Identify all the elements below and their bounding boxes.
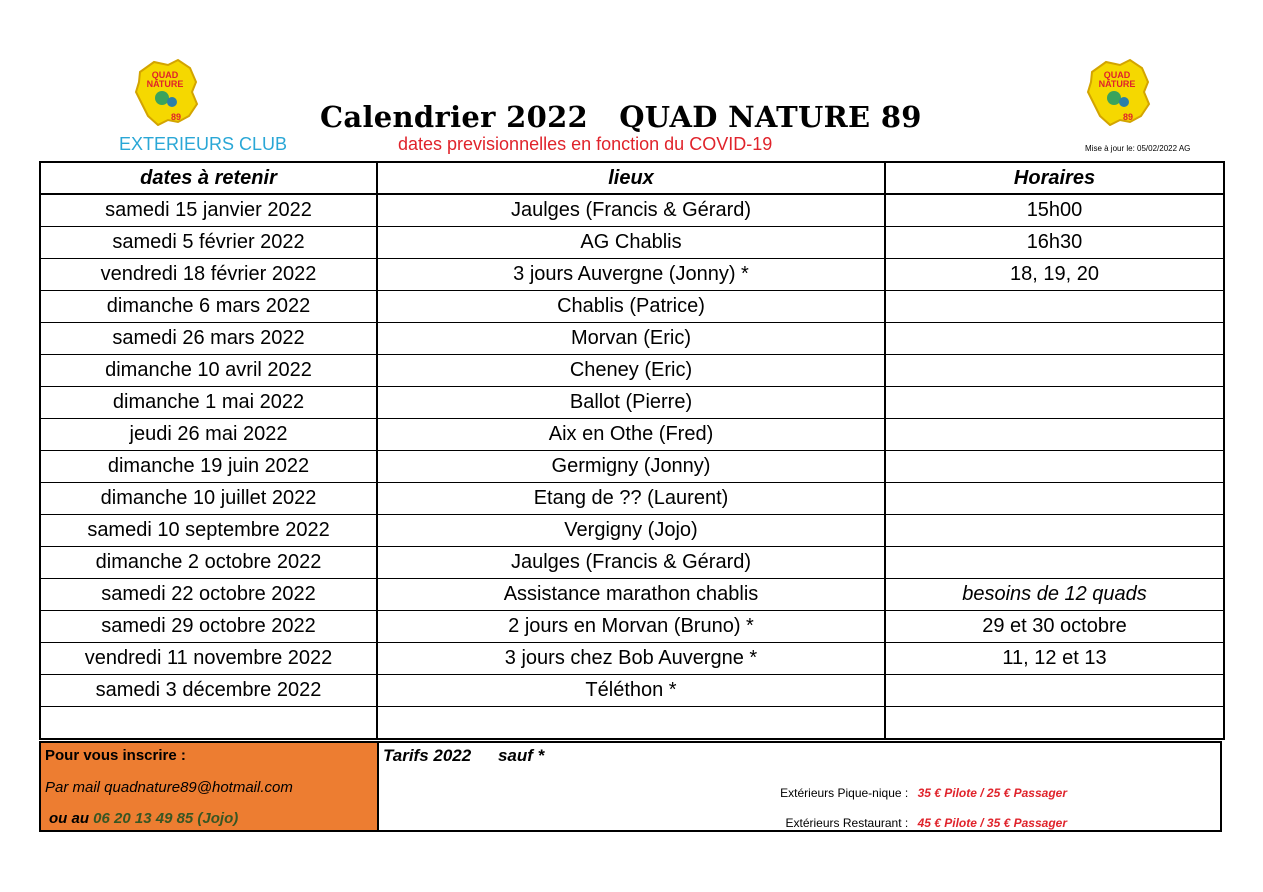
tarifs-note: sauf * — [497, 746, 545, 765]
table-row — [40, 355, 1224, 387]
table-row — [40, 611, 1224, 643]
lieu-cell: Aix en Othe (Fred) — [377, 419, 885, 451]
table-row — [40, 227, 1224, 259]
table-row — [40, 419, 1224, 451]
date-cell: dimanche 2 octobre 2022 — [40, 547, 377, 579]
inscription-panel — [41, 743, 379, 830]
date-cell: samedi 26 mars 2022 — [40, 323, 377, 355]
horaire-cell — [885, 387, 1224, 419]
horaire-cell — [885, 675, 1224, 707]
tarif-restaurant-price: 45 € Pilote / 35 € Passager — [917, 816, 1067, 830]
lieu-cell — [377, 707, 885, 740]
calendar-table — [39, 161, 1225, 740]
column-header-lieux: lieux — [377, 162, 885, 194]
lieu-cell: Cheney (Eric) — [377, 355, 885, 387]
tarifs-heading — [383, 746, 544, 766]
club-logo-right — [1086, 58, 1152, 126]
inscription-phone-prefix: ou au — [49, 810, 89, 827]
table-row — [40, 451, 1224, 483]
date-cell: dimanche 10 avril 2022 — [40, 355, 377, 387]
horaire-cell — [885, 515, 1224, 547]
lieu-cell: Jaulges (Francis & Gérard) — [377, 547, 885, 579]
lieu-cell: Jaulges (Francis & Gérard) — [377, 194, 885, 227]
date-cell: samedi 5 février 2022 — [40, 227, 377, 259]
club-logo-left — [134, 58, 200, 126]
date-cell: samedi 3 décembre 2022 — [40, 675, 377, 707]
table-header-row — [40, 162, 1224, 194]
horaire-cell — [885, 323, 1224, 355]
footer-box — [39, 741, 1222, 832]
lieu-cell: Etang de ?? (Laurent) — [377, 483, 885, 515]
lieu-cell: Chablis (Patrice) — [377, 291, 885, 323]
inscription-title: Pour vous inscrire : — [45, 747, 186, 764]
table-row — [40, 323, 1224, 355]
tarif-picnic — [379, 786, 1067, 800]
lieu-cell: Ballot (Pierre) — [377, 387, 885, 419]
horaire-cell — [885, 547, 1224, 579]
lieu-cell: AG Chablis — [377, 227, 885, 259]
horaire-cell — [885, 291, 1224, 323]
table-row — [40, 259, 1224, 291]
tarif-picnic-label: Extérieurs Pique-nique : — [780, 786, 909, 800]
table-row — [40, 675, 1224, 707]
lieu-cell: Morvan (Eric) — [377, 323, 885, 355]
table-row — [40, 483, 1224, 515]
inscription-phone-line — [49, 810, 238, 827]
table-row — [40, 707, 1224, 740]
horaire-cell — [885, 419, 1224, 451]
tarif-restaurant — [379, 816, 1067, 830]
date-cell — [40, 707, 377, 740]
update-note: Mise à jour le: 05/02/2022 AG — [1085, 144, 1191, 153]
horaire-cell: 16h30 — [885, 227, 1224, 259]
table-row — [40, 387, 1224, 419]
lieu-cell: 3 jours Auvergne (Jonny) * — [377, 259, 885, 291]
date-cell: samedi 29 octobre 2022 — [40, 611, 377, 643]
table-row — [40, 643, 1224, 675]
table-row — [40, 547, 1224, 579]
page-title: Calendrier 2022 QUAD NATURE 89 — [320, 100, 922, 134]
lieu-cell: 3 jours chez Bob Auvergne * — [377, 643, 885, 675]
inscription-mail: Par mail quadnature89@hotmail.com — [45, 779, 293, 796]
horaire-cell — [885, 451, 1224, 483]
inscription-phone: 06 20 13 49 85 (Jojo) — [93, 810, 239, 827]
date-cell: dimanche 1 mai 2022 — [40, 387, 377, 419]
lieu-cell: Téléthon * — [377, 675, 885, 707]
horaire-cell: besoins de 12 quads — [885, 579, 1224, 611]
column-header-dates: dates à retenir — [40, 162, 377, 194]
table-row — [40, 579, 1224, 611]
horaire-cell — [885, 707, 1224, 740]
lieu-cell: Assistance marathon chablis — [377, 579, 885, 611]
svg-text:89: 89 — [1122, 112, 1134, 122]
svg-text:NATURE: NATURE — [146, 79, 184, 89]
table-row — [40, 291, 1224, 323]
svg-text:QUAD: QUAD — [1103, 70, 1131, 80]
date-cell: vendredi 18 février 2022 — [40, 259, 377, 291]
date-cell: samedi 22 octobre 2022 — [40, 579, 377, 611]
horaire-cell — [885, 483, 1224, 515]
horaire-cell: 18, 19, 20 — [885, 259, 1224, 291]
horaire-cell: 15h00 — [885, 194, 1224, 227]
date-cell: dimanche 6 mars 2022 — [40, 291, 377, 323]
svg-text:89: 89 — [170, 112, 182, 122]
club-subtitle: EXTERIEURS CLUB — [119, 134, 288, 154]
horaire-cell — [885, 355, 1224, 387]
svg-text:NATURE: NATURE — [1098, 79, 1136, 89]
lieu-cell: Germigny (Jonny) — [377, 451, 885, 483]
svg-text:QUAD: QUAD — [151, 70, 179, 80]
covid-notice: dates previsionnelles en fonction du COVID-19 — [398, 134, 773, 154]
column-header-horaires: Horaires — [885, 162, 1224, 194]
date-cell: samedi 10 septembre 2022 — [40, 515, 377, 547]
horaire-cell: 29 et 30 octobre — [885, 611, 1224, 643]
date-cell: vendredi 11 novembre 2022 — [40, 643, 377, 675]
horaire-cell: 11, 12 et 13 — [885, 643, 1224, 675]
tarifs-title: Tarifs 2022 — [383, 746, 472, 765]
lieu-cell: 2 jours en Morvan (Bruno) * — [377, 611, 885, 643]
table-row — [40, 515, 1224, 547]
tarif-restaurant-label: Extérieurs Restaurant : — [785, 816, 909, 830]
date-cell: samedi 15 janvier 2022 — [40, 194, 377, 227]
table-row — [40, 194, 1224, 227]
date-cell: jeudi 26 mai 2022 — [40, 419, 377, 451]
tarifs-panel — [379, 743, 1220, 830]
date-cell: dimanche 10 juillet 2022 — [40, 483, 377, 515]
tarif-picnic-price: 35 € Pilote / 25 € Passager — [917, 786, 1067, 800]
date-cell: dimanche 19 juin 2022 — [40, 451, 377, 483]
lieu-cell: Vergigny (Jojo) — [377, 515, 885, 547]
